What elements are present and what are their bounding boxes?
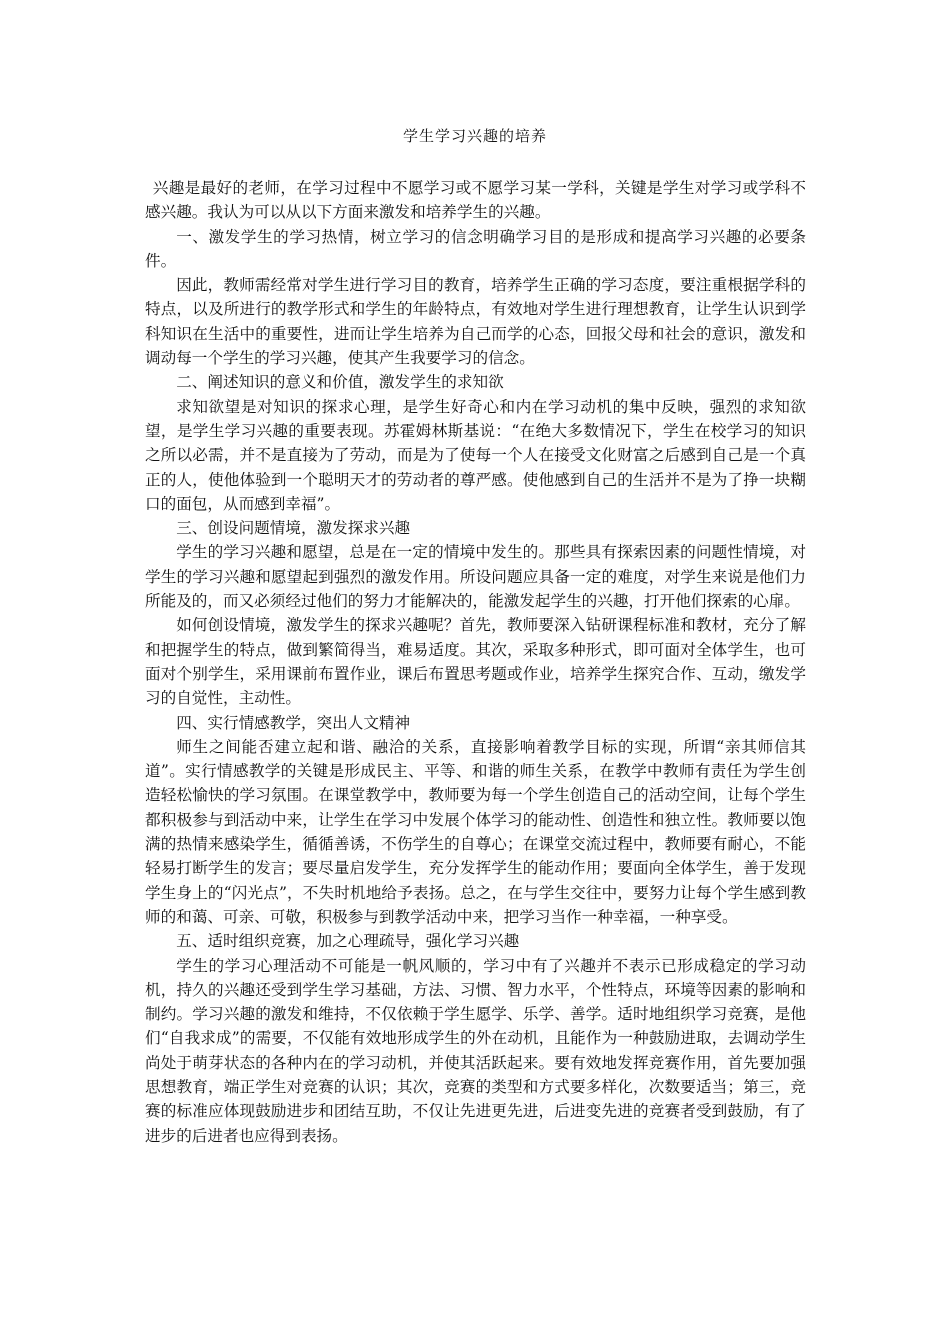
document-body xyxy=(145,176,806,1148)
section-heading-1: 一、激发学生的学习热情，树立学习的信念明确学习目的是形成和提高学习兴趣的必要条件。 xyxy=(145,227,806,270)
paragraph: 学生的学习心理活动不可能是一帆风顺的，学习中有了兴趣并不表示已形成稳定的学习动机，持久的兴趣还受到学生学习基础，方法、习惯、智力水平，个性特点，环境等因素的影响和制约。学习兴趣的激发和维持，不仅依赖于学生愿学、乐学、善学。适时地组织学习竞赛，是他们“自我求成”的需要，不仅能有效地形成学生的外在动机，且能作为一种鼓励进取，去调动学生尚处于萌芽状态的各种内在的学习动机，并使其活跃起来。要有效地发挥竞赛作用，首先要加强思想教育，端正学生对竞赛的认识；其次，竞赛的类型和方式要多样化，次数要适当；第三，竞赛的标准应体现鼓励进步和团结互助，不仅让先进更先进，后进变先进的竞赛者受到鼓励，有了进步的后进者也应得到表扬。 xyxy=(145,956,806,1145)
section-heading-5: 五、适时组织竞赛，加之心理疏导，强化学习兴趣 xyxy=(176,932,520,951)
paragraph: 师生之间能否建立起和谐、融洽的关系，直接影响着教学目标的实现，所谓“亲其师信其道”。实行情感教学的关键是形成民主、平等、和谐的师生关系，在教学中教师有责任为学生创造轻松愉快的学习氛围。在课堂教学中，教师要为每一个学生创造自己的活动空间，让每个学生都积极参与到活动中来，让学生在学习中发展个体学习的能动性、创造性和独立性。教师要以饱满的热情来感染学生，循循善诱，不伤学生的自尊心；在课堂交流过程中，教师要有耐心，不能轻易打断学生的发言；要尽量启发学生，充分发挥学生的能动作用；要面向全体学生，善于发现学生身上的“闪光点”，不失时机地给予表扬。总之，在与学生交往中，要努力让每个学生感到教师的和蔼、可亲、可敬，积极参与到教学活动中来，把学习当作一种幸福，一种享受。 xyxy=(145,737,806,926)
paragraph-intro: 兴趣是最好的老师，在学习过程中不愿学习或不愿学习某一学科，关键是学生对学习或学科不感兴趣。我认为可以从以下方面来激发和培养学生的兴趣。 xyxy=(145,179,806,222)
paragraph: 如何创设情境，激发学生的探求兴趣呢？首先，教师要深入钻研课程标准和教材，充分了解和把握学生的特点，做到繁简得当，难易适度。其次，采取多种形式，即可面对全体学生，也可面对个别学生，采用课前布置作业，课后布置思考题或作业，培养学生探究合作、互动，缴发学习的自觉性，主动性。 xyxy=(145,616,806,708)
paragraph: 求知欲望是对知识的探求心理，是学生好奇心和内在学习动机的集中反映，强烈的求知欲望，是学生学习兴趣的重要表现。苏霍姆林斯基说：“在绝大多数情况下，学生在校学习的知识之所以必需，并不是直接为了劳动，而是为了使每一个人在接受文化财富之后感到自己是一个真正的人，使他体验到一个聪明天才的劳动者的尊严感。使他感到自己的生活并不是为了挣一块糊口的面包，从而感到幸福”。 xyxy=(145,397,806,513)
paragraph: 因此，教师需经常对学生进行学习目的教育，培养学生正确的学习态度，要注重根据学科的特点，以及所进行的教学形式和学生的年龄特点，有效地对学生进行理想教育，让学生认识到学科知识在生活中的重要性，进而让学生培养为自己而学的心态，回报父母和社会的意识，激发和调动每一个学生的学习兴趣，使其产生我要学习的信念。 xyxy=(145,276,806,368)
document-title: 学生学习兴趣的培养 xyxy=(402,127,547,145)
section-heading-3: 三、创设问题情境，激发探求兴趣 xyxy=(176,519,411,538)
section-heading-2: 二、阐述知识的意义和价值，激发学生的求知欲 xyxy=(176,373,504,392)
paragraph: 学生的学习兴趣和愿望，总是在一定的情境中发生的。那些具有探索因素的问题性情境，对学生的学习兴趣和愿望起到强烈的激发作用。所设问题应具备一定的难度，对学生来说是他们力所能及的，而又必须经过他们的努力才能解决的，能激发起学生的兴趣，打开他们探索的心扉。 xyxy=(145,543,806,611)
section-heading-4: 四、实行情感教学，突出人文精神 xyxy=(176,713,411,732)
